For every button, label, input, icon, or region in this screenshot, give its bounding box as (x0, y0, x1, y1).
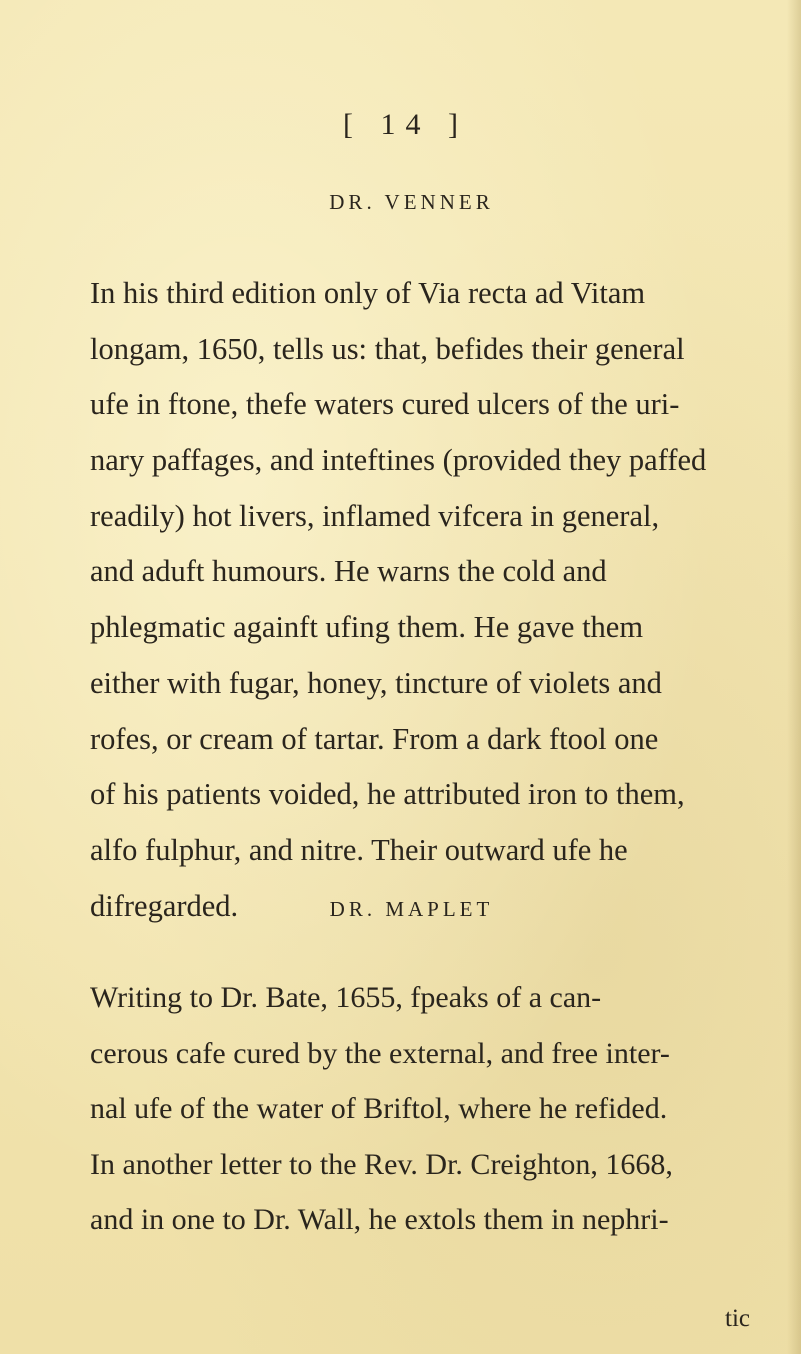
text-line: phlegmatic againft ufing them. He gave them (90, 610, 644, 645)
page-number: [ 14 ] (343, 108, 468, 141)
text-line: difregarded. (90, 888, 239, 923)
text-line: nal ufe of the water of Briftol, where he refided. (90, 1092, 668, 1126)
text-line: In another letter to the Rev. Dr. Creighton, 1668, (90, 1147, 673, 1181)
text-line: rofes, or cream of tartar. From a dark ftool one (90, 721, 659, 756)
text-line: alfo fulphur, and nitre. Their outward ufe he (90, 832, 628, 867)
text-line: Writing to Dr. Bate, 1655, fpeaks of a can- (90, 981, 602, 1014)
text-line: and aduft humours. He warns the cold and (90, 554, 607, 589)
text-line: longam, 1650, tells us: that, befides their general (90, 331, 685, 366)
text-line: cerous cafe cured by the external, and free inter- (90, 1036, 670, 1070)
catchword: tic (725, 1305, 750, 1332)
text-line: either with fugar, honey, tincture of violets and (90, 665, 662, 700)
text-line: of his patients voided, he attributed iron to them, (90, 777, 685, 812)
text-line: and in one to Dr. Wall, he extols them in nephri- (90, 1203, 669, 1237)
text-line: nary paffages, and inteftines (provided they paffed (90, 443, 707, 478)
section-heading-maplet: DR. MAPLET (329, 897, 494, 921)
text-line: readily) hot livers, inflamed vifcera in general, (90, 498, 660, 533)
section-heading-venner: DR. VENNER (329, 190, 494, 214)
paragraph-maplet (90, 970, 790, 1248)
text-line: In his third edition only of Via recta ad Vitam (90, 276, 646, 310)
paragraph-venner (90, 266, 790, 934)
text-line: ufe in ftone, thefe waters cured ulcers of the uri- (90, 387, 680, 422)
